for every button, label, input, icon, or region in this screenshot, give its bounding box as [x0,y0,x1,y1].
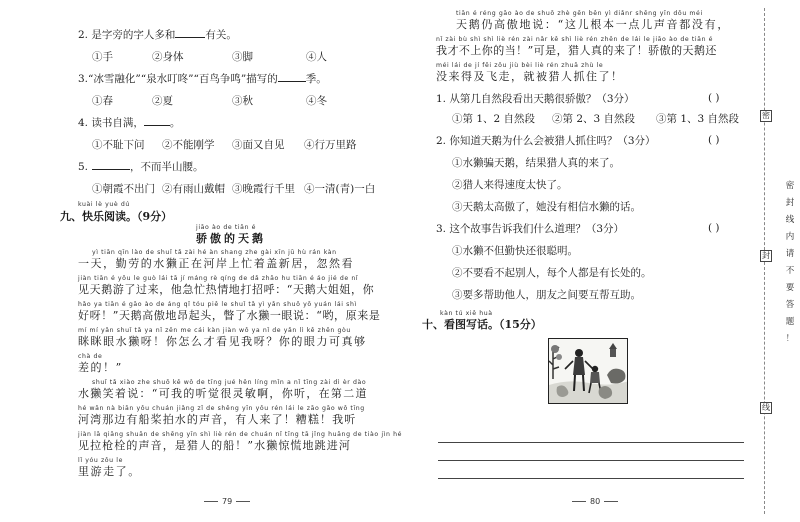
story-title: 骄傲的天鹅 [196,232,266,245]
q4-option-4: ④行万里路 [304,139,357,151]
notice-char: 答 [785,300,795,310]
r2-option-2: ②猎人来得速度太快了。 [452,179,568,191]
r1-option-2: ②第 2、3 自然段 [552,113,636,125]
question-4 [78,116,180,130]
story-line-3: 好呀！”天鹅高傲地昂起头，瞥了水獭一眼说：“哟，原来是 [78,309,381,322]
writing-line-2[interactable] [438,460,744,461]
r2-option-3: ③天鹅太高傲了，她没有相信水獭的话。 [452,201,641,213]
r1-option-1: ①第 1、2 自然段 [452,113,536,125]
question-3-text: 3.“冰雪融化”“泉水叮咚”“百鸟争鸣”描写的 [78,73,278,85]
answer-blank[interactable] [278,72,306,82]
q5-option-3: ③晚霞行千里 [232,183,295,195]
r3-option-3: ③要多帮助他人，朋友之间要互帮互助。 [452,289,641,301]
story-pinyin-1: yì tiān qīn lào de shuǐ tǎ zài hé àn shang zhe gài xīn jū hù rán kàn [92,249,337,256]
notice-char: ！ [785,334,795,344]
q3-option-2: ②夏 [152,95,173,107]
q5-option-1: ①朝霞不出门 [92,183,155,195]
seal-label-middle: 封 [762,251,770,260]
notice-char: 要 [785,283,795,293]
story-line-6: 水獭笑着说：“可我的听觉很灵敏啊，你听，在第二道 [78,387,368,400]
story-cont-line-3: 没来得及飞走，就被猎人抓住了！ [436,70,624,83]
story-pinyin-2: jiàn tiān é yōu le guò lái tā jí máng rè qíng de dǎ zhāo hu tiān é áo jié de nǐ [78,275,359,282]
q2-option-1: ①手 [92,51,113,63]
story-line-4: 眯眯眼水獭呀！你怎么才看见我呀？你的眼力可真够 [78,335,367,348]
notice-char: 封 [785,198,795,208]
page-number-right-value: 80 [590,497,601,506]
story-line-7: 河湾那边有船桨拍水的声音，有人来了！糟糕！我听 [78,413,357,426]
story-pinyin-6: shuǐ tǎ xiào zhe shuō kě wǒ de tīng jué hěn líng mǐn a nǐ tīng zài dì èr dào [92,379,367,386]
question-2-suffix: 有关。 [205,29,237,41]
question-2-text: 2. 是字旁的字人多和 [78,29,176,41]
section-10-title: 十、看图写话。（15分） [422,318,542,331]
story-pinyin-7: hé wān nà biān yǒu chuán jiǎng zǐ de shēng yīn yǒu rén lái le zāo gāo wǒ tīng [78,405,365,412]
r3-option-1: ①水獭不但勤快还很聪明。 [452,245,578,257]
story-line-1: 一天，勤劳的水獭正在河岸上忙着盖新居，忽然看 [78,257,355,270]
story-line-2: 见天鹅游了过来，他急忙热情地打招呼：“天鹅大姐姐，你 [78,283,375,296]
q5-option-2: ②有雨山戴帽 [162,183,225,195]
answer-blank[interactable] [144,116,170,126]
answer-paren-1[interactable]: ( ) [708,92,720,104]
q4-option-2: ②不能刚学 [162,139,215,151]
question-2 [78,28,237,42]
q2-option-3: ③脚 [232,51,253,63]
question-5 [78,160,204,174]
q3-option-3: ③秋 [232,95,253,107]
seal-label-bottom: 线 [762,403,770,412]
page-number-right [568,497,622,506]
notice-char: 请 [785,249,795,259]
answer-paren-3[interactable]: ( ) [708,222,720,234]
answer-blank[interactable] [175,28,205,38]
r2-option-1: ①水獭骗天鹅，结果猎人真的来了。 [452,157,620,169]
page-number-left [200,497,254,506]
question-3 [78,72,327,86]
section-9-title: 九、快乐阅读。（9分） [60,210,173,223]
story-cont-pinyin-1: tiān é réng gāo ào de shuō zhè gēn běn yì diǎnr shēng yīn dōu méi [456,10,703,17]
question-4-text: 4. 读书自满， [78,117,144,129]
writing-prompt-illustration [548,338,628,404]
notice-char: 内 [785,232,795,242]
question-r3: 3. 这个故事告诉我们什么道理？（3分） [436,223,625,235]
q2-option-2: ②身体 [152,51,184,63]
story-line-9: 里游走了。 [78,465,141,478]
story-cont-pinyin-2: nǐ zài bù shì shì liè rén zài nǎr kě shì liè rén zhēn de lái le jiāo ào de tiān é [436,36,714,43]
section-10-pinyin: kàn tú xiě huà [440,310,493,317]
q2-option-4: ④人 [306,51,327,63]
r1-option-3: ③第 1、3 自然段 [656,113,740,125]
story-line-5: 差的！” [78,361,123,374]
q3-option-4: ④冬 [306,95,327,107]
seal-notice [784,178,796,348]
story-pinyin-9: lǐ yóu zǒu le [78,457,123,464]
writing-line-3[interactable] [438,478,744,479]
question-5-suffix: ，不而半山腰。 [130,161,204,173]
page-number-left-value: 79 [222,497,233,506]
story-pinyin-4: mí mí yǎn shuǐ tǎ ya nǐ zěn me cái kàn jiàn wǒ ya nǐ de yǎn lì kě zhēn gòu [78,327,351,334]
notice-char: 密 [785,181,795,191]
story-cont-line-1: 天鹅仍高傲地说：“这儿根本一点儿声音都没有， [456,18,731,31]
question-3-suffix: 季。 [305,73,327,85]
story-pinyin-8: jiàn lā qiāng shuān de shēng yīn shì liè rén de chuán nǐ tīng tā jǐng huāng de tiào jìn hé [78,431,403,438]
r3-option-2: ②不要看不起别人，每个人都是有长处的。 [452,267,652,279]
story-pinyin-3: hǎo ya tiān é gāo ào de áng qǐ tóu piě le shuǐ tǎ yì yǎn shuō yō yuán lái shì [78,301,357,308]
writing-line-1[interactable] [438,442,744,443]
question-r2: 2. 你知道天鹅为什么会被猎人抓住吗？（3分） [436,135,656,147]
section-9-pinyin: kuài lè yuè dú [78,201,130,208]
question-r1: 1. 从第几自然段看出天鹅很骄傲？（3分） [436,93,635,105]
answer-paren-2[interactable]: ( ) [708,134,720,146]
notice-char: 不 [785,266,795,276]
illustration-svg [549,339,628,404]
story-line-8: 见拉枪栓的声音，是猎人的船！”水獭惊慌地跳进河 [78,439,351,452]
q4-option-3: ③面又自见 [232,139,285,151]
answer-blank[interactable] [92,160,130,170]
question-5-text: 5. [78,161,89,173]
notice-char: 线 [785,215,795,225]
right-page [400,0,752,522]
question-4-suffix: 。 [169,117,181,129]
q3-option-1: ①春 [92,95,113,107]
q5-option-4: ④一清(青)一白 [304,183,376,195]
story-cont-line-2: 我才不上你的当！”可是，猎人真的来了！骄傲的天鹅还 [436,44,717,57]
binding-margin [752,0,800,522]
story-cont-pinyin-3: méi lái de jí fēi zǒu jiù bèi liè rén zhuā zhù le [436,62,604,69]
q4-option-1: ①不耻下问 [92,139,145,151]
seal-label-top: 密 [762,111,770,120]
story-title-pinyin: jiāo ào de tiān é [196,224,257,231]
story-pinyin-5: chà de [78,353,103,360]
notice-char: 题 [785,317,795,327]
